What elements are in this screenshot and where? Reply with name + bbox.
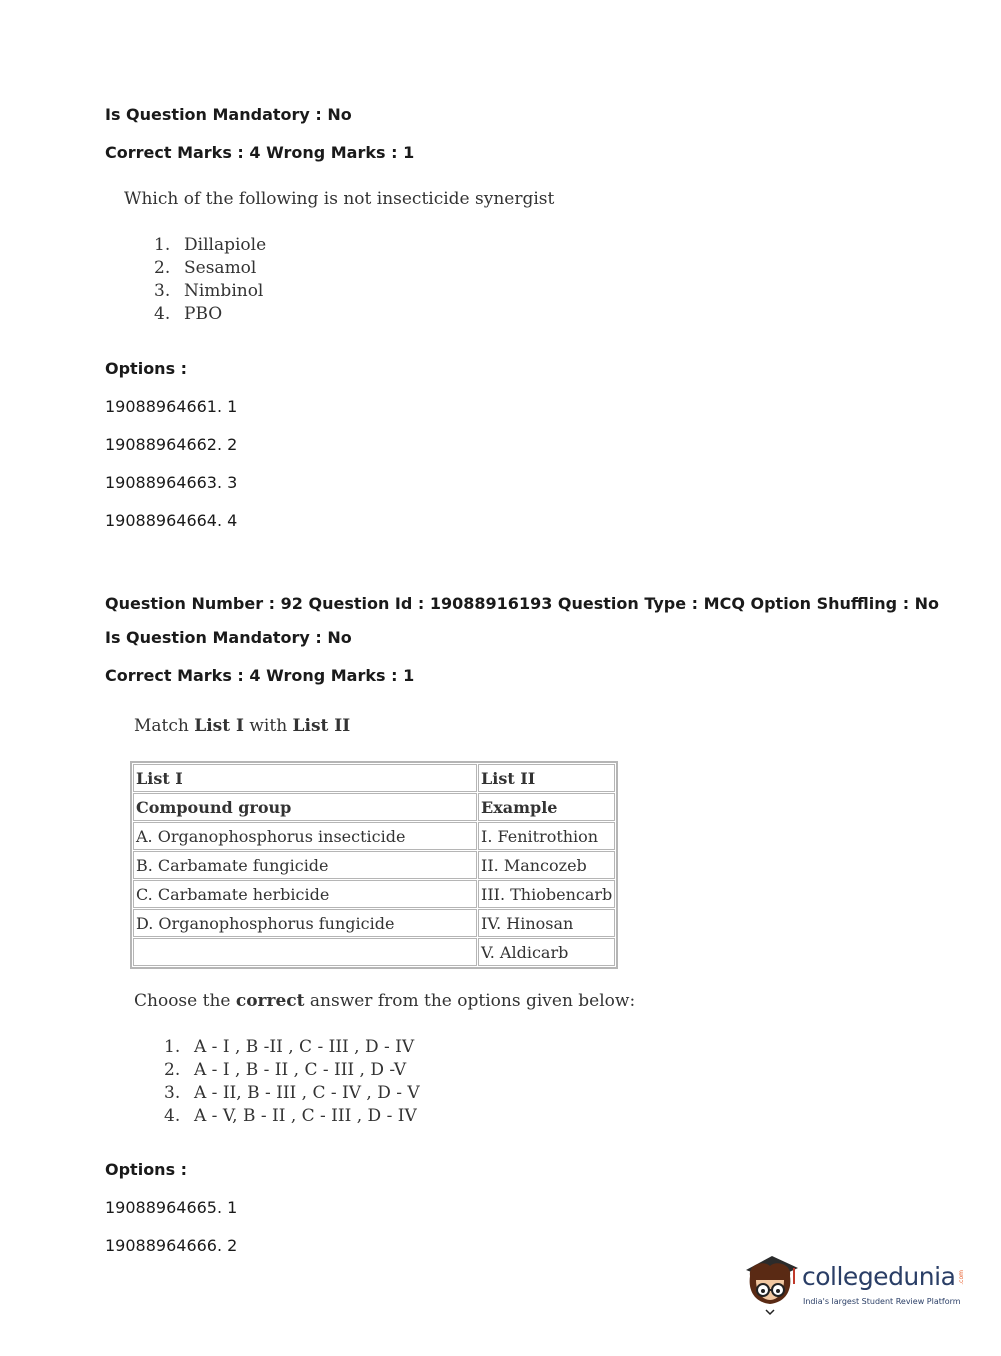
q91-choice-list [154,234,266,326]
table-cell: V. Aldicarb [478,938,615,966]
table-cell [133,938,477,966]
mascot-icon [742,1250,800,1316]
table-header-cell: List I [133,764,477,792]
table-row [133,880,615,908]
table-header-row [133,793,615,821]
list-item: 2. A - I , B - II , C - III , D -V [164,1060,407,1080]
list-item: 1. Dillapiole [154,235,267,255]
table-cell: D. Organophosphorus fungicide [133,909,477,937]
table-cell: III. Thiobencarb [478,880,615,908]
collegedunia-logo[interactable] [742,1250,972,1320]
table-cell: IV. Hinosan [478,909,615,937]
table-cell: C. Carbamate herbicide [133,880,477,908]
table-cell: B. Carbamate fungicide [133,851,477,879]
q91-option-4: 19088964664. 4 [105,511,238,530]
table-row [133,938,615,966]
table-row [133,909,615,937]
q92-choose-instruction: Choose the correct answer from the options given below: [134,991,636,1011]
q92-option-2: 19088964666. 2 [105,1236,238,1255]
q92-marks: Correct Marks : 4 Wrong Marks : 1 [105,666,415,685]
table-header-row [133,764,615,792]
logo-tagline: India's largest Student Review Platform [803,1297,961,1306]
table-cell: I. Fenitrothion [478,822,615,850]
q91-option-2: 19088964662. 2 [105,435,238,454]
table-cell: II. Mancozeb [478,851,615,879]
q91-marks: Correct Marks : 4 Wrong Marks : 1 [105,143,415,162]
logo-name: collegedunia [802,1262,956,1291]
q91-option-3: 19088964663. 3 [105,473,238,492]
q92-header: Question Number : 92 Question Id : 19088916193 Question Type : MCQ Option Shuffling : No [105,594,940,613]
q92-match-instruction: Match List I with List II [134,716,351,736]
table-header-cell: Compound group [133,793,477,821]
q92-choice-list [164,1036,420,1128]
q91-options-label: Options : [105,359,188,378]
match-table [130,761,618,969]
table-cell: A. Organophosphorus insecticide [133,822,477,850]
q92-mandatory: Is Question Mandatory : No [105,628,352,647]
table-header-cell: Example [478,793,615,821]
q91-mandatory: Is Question Mandatory : No [105,105,352,124]
list-item: 1. A - I , B -II , C - III , D - IV [164,1037,415,1057]
list-item: 3. A - II, B - III , C - IV , D - V [164,1083,420,1103]
q92-option-1: 19088964665. 1 [105,1198,238,1217]
list-item: 4. A - V, B - II , C - III , D - IV [164,1106,417,1126]
q91-question-text: Which of the following is not insecticide synergist [124,189,555,209]
list-item: 3. Nimbinol [154,281,264,301]
table-header-cell: List II [478,764,615,792]
list-item: 4. PBO [154,304,223,324]
list-item: 2. Sesamol [154,258,257,278]
logo-com: .com [958,1270,965,1285]
q92-options-label: Options : [105,1160,188,1179]
table-row [133,851,615,879]
q91-option-1: 19088964661. 1 [105,397,238,416]
table-row [133,822,615,850]
